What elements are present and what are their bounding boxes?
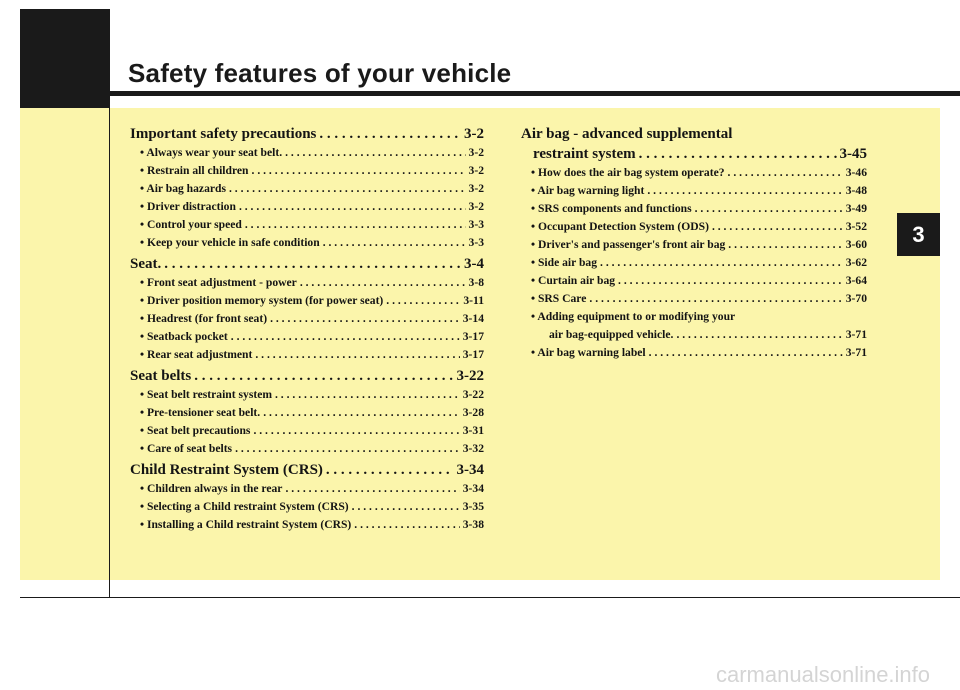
toc-leader-dots	[263, 404, 460, 422]
toc-page-number: 3-3	[468, 236, 484, 249]
toc-item-entry[interactable]	[521, 308, 867, 326]
toc-page-number: 3-3	[468, 218, 484, 231]
toc-entry-label: • How does the air bag system operate?	[531, 166, 725, 179]
toc-entry-label: • Occupant Detection System (ODS)	[531, 220, 709, 233]
toc-item-entry[interactable]	[130, 274, 484, 292]
toc-entry-label: • Headrest (for front seat)	[140, 312, 268, 325]
toc-section-entry[interactable]	[130, 366, 484, 386]
toc-entry-label: • Seat belt precautions	[140, 424, 251, 437]
toc-entry-label: Seat belts	[130, 368, 192, 384]
toc-leader-dots	[618, 272, 843, 290]
header-black-block	[20, 9, 109, 108]
toc-entry-label: • Pre-tensioner seat belt.	[140, 406, 261, 419]
toc-entry-label: • SRS Care	[531, 292, 587, 305]
toc-leader-dots	[728, 164, 843, 182]
toc-item-entry[interactable]	[130, 234, 484, 252]
toc-item-entry[interactable]	[130, 292, 484, 310]
toc-item-entry[interactable]	[130, 310, 484, 328]
toc-item-entry[interactable]	[130, 328, 484, 346]
toc-entry-label: • Keep your vehicle in safe condition	[140, 236, 320, 249]
toc-page-number: 3-14	[462, 312, 484, 325]
toc-leader-dots	[285, 144, 465, 162]
toc-leader-dots	[229, 180, 466, 198]
toc-page-number: 3-49	[845, 202, 867, 215]
toc-page-number: 3-71	[845, 328, 867, 341]
margin-rule	[109, 9, 110, 598]
toc-page-number: 3-70	[845, 292, 867, 305]
toc-page-number: 3-2	[468, 146, 484, 159]
toc-page-number: 3-17	[462, 330, 484, 343]
toc-entry-label: • Restrain all children	[140, 164, 249, 177]
toc-item-entry[interactable]	[130, 440, 484, 458]
toc-page-number: 3-31	[462, 424, 484, 437]
toc-entry-label: • Driver's and passenger's front air bag	[531, 238, 726, 251]
toc-leader-dots	[354, 516, 459, 534]
toc-page-number: 3-52	[845, 220, 867, 233]
toc-page-number: 3-11	[463, 294, 484, 307]
toc-entry-label: • Adding equipment to or modifying your	[531, 310, 736, 323]
toc-entry-label: • Curtain air bag	[531, 274, 616, 287]
toc-page-number: 3-32	[462, 442, 484, 455]
toc-page-number: 3-48	[845, 184, 867, 197]
toc-page-number: 3-71	[845, 346, 867, 359]
bottom-rule	[20, 597, 960, 598]
toc-entry-label: • Selecting a Child restraint System (CRS)	[140, 500, 349, 513]
toc-leader-dots	[589, 290, 842, 308]
toc-leader-dots	[253, 422, 459, 440]
chapter-tab[interactable]: 3	[897, 213, 940, 256]
toc-item-entry[interactable]	[130, 216, 484, 234]
toc-leader-dots	[695, 200, 843, 218]
toc-item-entry[interactable]	[130, 144, 484, 162]
toc-leader-dots	[352, 498, 460, 516]
toc-entry-label: Seat.	[130, 256, 162, 272]
toc-item-entry[interactable]	[521, 254, 867, 272]
toc-column-left	[130, 124, 484, 534]
toc-page-number: 3-34	[462, 482, 484, 495]
toc-leader-dots	[323, 234, 466, 252]
toc-leader-dots	[728, 236, 842, 254]
toc-entry-label: • Seat belt restraint system	[140, 388, 272, 401]
toc-leader-dots	[285, 480, 459, 498]
toc-entry-label: • Always wear your seat belt.	[140, 146, 283, 159]
toc-entry-label: • Rear seat adjustment	[140, 348, 253, 361]
toc-leader-dots	[270, 310, 460, 328]
toc-leader-dots	[712, 218, 843, 236]
toc-leader-dots	[164, 254, 461, 274]
toc-leader-dots	[245, 216, 466, 234]
toc-entry-label: • SRS components and functions	[531, 202, 692, 215]
toc-entry-label: • Children always in the rear	[140, 482, 283, 495]
toc-item-entry[interactable]	[521, 290, 867, 308]
toc-leader-dots	[386, 292, 460, 310]
toc-entry-label: air bag-equipped vehicle.	[549, 328, 674, 341]
toc-page-number: 3-62	[845, 256, 867, 269]
toc-leader-dots	[600, 254, 843, 272]
toc-page-number: 3-4	[464, 256, 484, 272]
toc-page-number: 3-38	[462, 518, 484, 531]
toc-page-number: 3-60	[845, 238, 867, 251]
toc-page-number: 3-34	[456, 462, 484, 478]
toc-page-number: 3-17	[462, 348, 484, 361]
toc-item-entry[interactable]	[130, 404, 484, 422]
toc-item-entry[interactable]	[130, 386, 484, 404]
toc-page-number: 3-45	[839, 146, 867, 162]
toc-item-entry[interactable]	[521, 200, 867, 218]
toc-leader-dots	[647, 182, 842, 200]
toc-entry-label: • Air bag warning light	[531, 184, 645, 197]
toc-entry-label: • Driver position memory system (for power seat)	[140, 294, 384, 307]
toc-page-number: 3-2	[468, 200, 484, 213]
toc-leader-dots	[326, 460, 454, 480]
toc-leader-dots	[255, 346, 459, 364]
toc-page-number: 3-35	[462, 500, 484, 513]
toc-leader-dots	[194, 366, 453, 386]
toc-leader-dots	[649, 344, 843, 362]
toc-section-entry[interactable]	[130, 124, 484, 144]
toc-leader-dots	[676, 326, 842, 344]
toc-page-number: 3-2	[464, 126, 484, 142]
toc-item-entry[interactable]	[521, 164, 867, 182]
toc-item-entry[interactable]	[521, 344, 867, 362]
toc-leader-dots	[319, 124, 461, 144]
toc-entry-label: • Control your speed	[140, 218, 242, 231]
toc-page-number: 3-22	[456, 368, 484, 384]
toc-leader-dots	[300, 274, 466, 292]
toc-entry-label: Important safety precautions	[130, 126, 317, 142]
toc-entry-label: • Care of seat belts	[140, 442, 233, 455]
toc-item-entry[interactable]	[130, 162, 484, 180]
toc-leader-dots	[235, 440, 460, 458]
header-rule	[109, 91, 960, 96]
toc-item-entry[interactable]	[130, 198, 484, 216]
toc-page-number: 3-2	[468, 164, 484, 177]
toc-entry-label: restraint system	[533, 146, 636, 162]
toc-section-entry[interactable]	[521, 124, 867, 144]
toc-item-entry[interactable]	[521, 326, 867, 344]
toc-item-entry[interactable]	[521, 236, 867, 254]
toc-item-entry[interactable]	[521, 218, 867, 236]
toc-page-number: 3-2	[468, 182, 484, 195]
toc-page-number: 3-28	[462, 406, 484, 419]
toc-item-entry[interactable]	[521, 182, 867, 200]
toc-item-entry[interactable]	[521, 272, 867, 290]
toc-leader-dots	[252, 162, 466, 180]
page-title: Safety features of your vehicle	[128, 58, 512, 88]
toc-section-entry[interactable]	[521, 144, 867, 164]
toc-page-number: 3-22	[462, 388, 484, 401]
toc-entry-label: Child Restraint System (CRS)	[130, 462, 323, 478]
toc-page-number: 3-64	[845, 274, 867, 287]
toc-section-entry[interactable]	[130, 254, 484, 274]
toc-item-entry[interactable]	[130, 498, 484, 516]
toc-entry-label: • Seatback pocket	[140, 330, 228, 343]
toc-entry-label: Air bag - advanced supplemental	[521, 126, 733, 142]
toc-leader-dots	[239, 198, 466, 216]
toc-page-number: 3-46	[845, 166, 867, 179]
toc-leader-dots	[231, 328, 460, 346]
toc-entry-label: • Side air bag	[531, 256, 598, 269]
toc-leader-dots	[275, 386, 460, 404]
watermark: carmanualsonline.info	[716, 662, 931, 687]
toc-entry-label: • Driver distraction	[140, 200, 236, 213]
toc-column-right	[521, 124, 867, 362]
toc-item-entry[interactable]	[130, 422, 484, 440]
toc-entry-label: • Air bag warning label	[531, 346, 646, 359]
toc-section-entry[interactable]	[130, 460, 484, 480]
toc-item-entry[interactable]	[130, 480, 484, 498]
toc-entry-label: • Installing a Child restraint System (CRS)	[140, 518, 352, 531]
toc-item-entry[interactable]	[130, 346, 484, 364]
toc-item-entry[interactable]	[130, 516, 484, 534]
toc-page-number: 3-8	[468, 276, 484, 289]
toc-leader-dots	[639, 144, 837, 164]
toc-item-entry[interactable]	[130, 180, 484, 198]
toc-entry-label: • Front seat adjustment - power	[140, 276, 297, 289]
toc-entry-label: • Air bag hazards	[140, 182, 226, 195]
